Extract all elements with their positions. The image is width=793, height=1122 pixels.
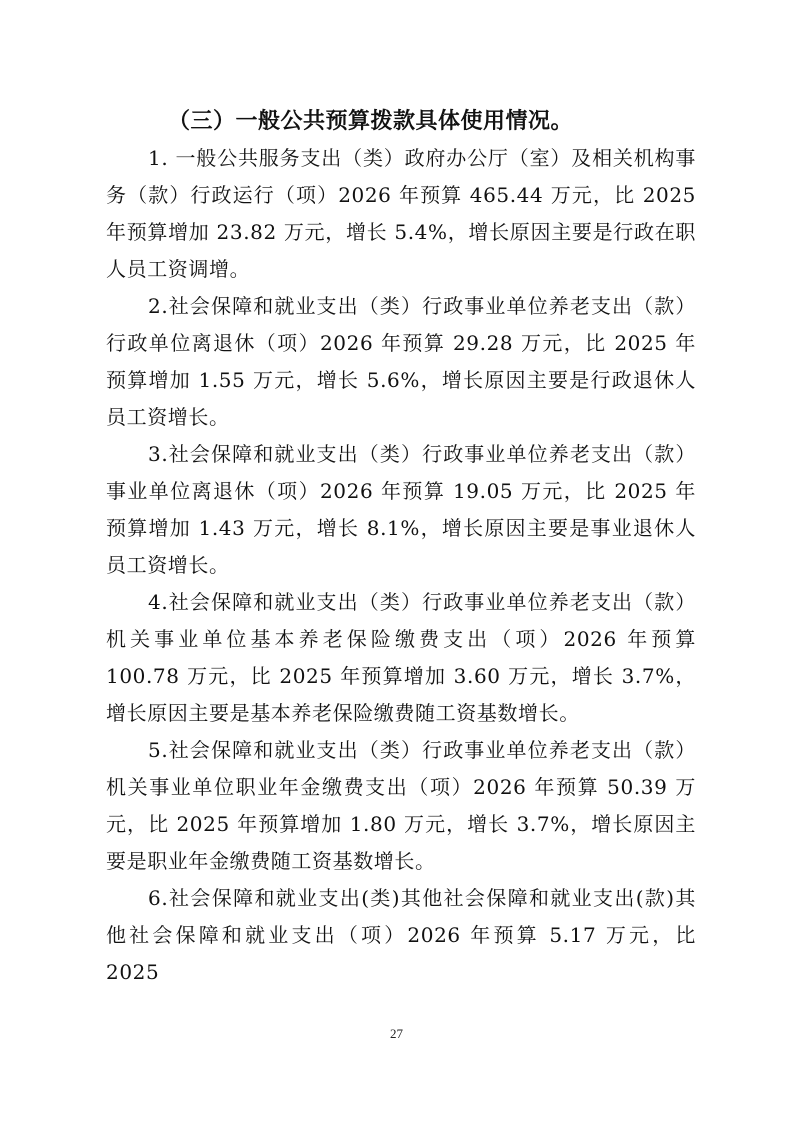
- paragraph-2: 2.社会保障和就业支出（类）行政事业单位养老支出（款）行政单位离退休（项）2026 年预算 29.28 万元，比 2025 年预算增加 1.55 万元，增长 5.6%，增长原因主要是行政退休人员工资增长。: [106, 294, 696, 429]
- paragraph-6: 6.社会保障和就业支出(类)其他社会保障和就业支出(款)其他社会保障和就业支出（项）2026 年预算 5.17 万元，比 2025: [106, 886, 696, 984]
- paragraph-1: 1. 一般公共服务支出（类）政府办公厅（室）及相关机构事务（款）行政运行（项）2026 年预算 465.44 万元，比 2025 年预算增加 23.82 万元，增长 5.4%，增长原因主要是行政在职人员工资调增。: [106, 146, 696, 281]
- paragraph-3: 3.社会保障和就业支出（类）行政事业单位养老支出（款）事业单位离退休（项）2026 年预算 19.05 万元，比 2025 年预算增加 1.43 万元，增长 8.1%，增长原因主要是事业退休人员工资增长。: [106, 442, 696, 577]
- paragraph-4: 4.社会保障和就业支出（类）行政事业单位养老支出（款）机关事业单位基本养老保险缴费支出（项）2026 年预算 100.78 万元，比 2025 年预算增加 3.60 万元，增长 3.7%，增长原因主要是基本养老保险缴费随工资基数增长。: [106, 590, 696, 725]
- document-body: [106, 102, 696, 991]
- page-number: 27: [390, 1026, 403, 1041]
- paragraph-5: 5.社会保障和就业支出（类）行政事业单位养老支出（款）机关事业单位职业年金缴费支出（项）2026 年预算 50.39 万元，比 2025 年预算增加 1.80 万元，增长 3.7%，增长原因主要是职业年金缴费随工资基数增长。: [106, 738, 696, 873]
- section-heading: （三）一般公共预算拨款具体使用情况。: [168, 108, 574, 134]
